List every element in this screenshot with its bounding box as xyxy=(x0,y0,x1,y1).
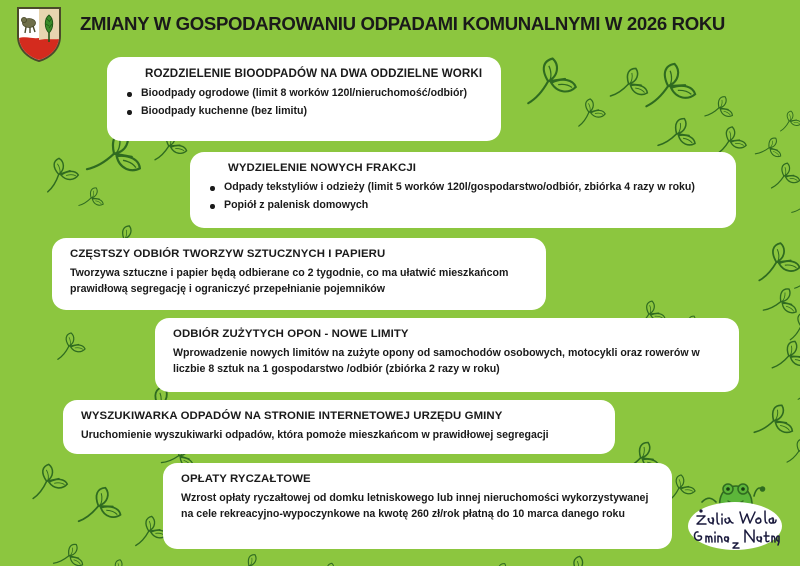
gmina-logo xyxy=(676,478,792,556)
sprout-icon xyxy=(760,282,800,322)
card-wyszukiwarka-odpadow xyxy=(63,400,615,454)
sprout-icon xyxy=(655,113,702,155)
sprout-icon xyxy=(640,60,700,112)
sprout-icon xyxy=(24,459,73,503)
sprout-icon xyxy=(484,559,517,566)
card-title: WYDZIELENIE NOWYCH FRAKCJI xyxy=(228,162,417,174)
sprout-icon xyxy=(315,561,345,566)
list-item: Bioodpady kuchenne (bez limitu) xyxy=(125,104,485,119)
sprout-icon xyxy=(103,558,133,566)
sprout-icon xyxy=(751,399,800,443)
list-item: Popiół z palenisk domowych xyxy=(208,198,720,213)
logo-script-text xyxy=(688,502,782,550)
card-nowe-frakcje xyxy=(190,152,736,228)
card-paragraph: Uruchomienie wyszukiwarki odpadów, która pomoże mieszkańcom w prawidłowej segregacji xyxy=(81,429,549,441)
card-paragraph: Wzrost opłaty ryczałtowej od domku letniskowego lub innej nieruchomości wykorzystywanej na cele rekreacyjno-wypoczynkowe na kwotę 260 zł/rok płatną do 10 marca danego roku xyxy=(181,492,649,520)
sprout-icon xyxy=(776,108,800,134)
sprout-icon xyxy=(557,552,598,566)
card-bullet-list xyxy=(125,86,485,120)
card-bioodpady xyxy=(107,57,501,141)
card-title: OPŁATY RYCZAŁTOWE xyxy=(181,473,311,485)
coat-of-arms-icon xyxy=(16,6,62,62)
card-paragraph: Wprowadzenie nowych limitów na zużyte opony od samochodów osobowych, motocykli oraz rowerów w liczbie 8 sztuk na 1 gospodarstwo /odbiór (zbiórka 2 razy w roku) xyxy=(173,347,700,375)
sprout-icon xyxy=(232,550,267,566)
list-item: Bioodpady ogrodowe (limit 8 worków 120l/nieruchomość/odbiór) xyxy=(125,86,485,101)
sprout-icon xyxy=(769,338,800,374)
sprout-icon xyxy=(518,53,581,110)
card-title: CZĘSTSZY ODBIÓR TWORZYW SZTUCZNYCH I PAPIERU xyxy=(70,248,386,260)
poster-header xyxy=(0,0,800,52)
list-item: Odpady tekstyliów i odzieży (limit 5 worków 120l/gospodarstwo/odbiór, zbiórka 4 razy w roku) xyxy=(208,180,720,195)
sprout-icon xyxy=(752,238,800,285)
sprout-icon xyxy=(702,92,737,124)
card-bullet-list xyxy=(208,180,720,214)
page-title: ZMIANY W GOSPODAROWANIU ODPADAMI KOMUNALNYMI W 2026 ROKU xyxy=(80,13,725,34)
sprout-icon xyxy=(768,161,800,192)
card-title: WYSZUKIWARKA ODPADÓW NA STRONIE INTERNETOWEJ URZĘDU GMINY xyxy=(81,410,503,422)
sprout-icon xyxy=(783,309,800,344)
sprout-icon xyxy=(753,132,788,164)
card-czestszy-odbior xyxy=(52,238,546,310)
sprout-icon xyxy=(36,152,84,197)
sprout-icon xyxy=(571,94,610,130)
card-title: ODBIÓR ZUŻYTYCH OPON - NOWE LIMITY xyxy=(173,328,409,340)
card-paragraph: Tworzywa sztuczne i papier będą odbierane co 2 tygodnie, co ma ułatwić mieszkańcom prawidłową segregację i ograniczyć przepełnianie pojemników xyxy=(70,267,509,295)
sprout-icon xyxy=(77,184,108,212)
sprout-icon xyxy=(784,437,800,466)
sprout-icon xyxy=(75,484,124,527)
sprout-icon xyxy=(792,266,800,294)
sprout-icon xyxy=(794,374,800,403)
sprout-icon xyxy=(51,538,90,566)
sprout-icon xyxy=(789,192,800,221)
sprout-icon xyxy=(51,329,88,363)
card-oplaty-ryczaltowe xyxy=(163,463,672,549)
card-title: ROZDZIELENIE BIOODPADÓW NA DWA ODDZIELNE WORKI xyxy=(145,67,483,80)
sprout-icon xyxy=(607,64,653,105)
card-odbior-opon xyxy=(155,318,739,392)
